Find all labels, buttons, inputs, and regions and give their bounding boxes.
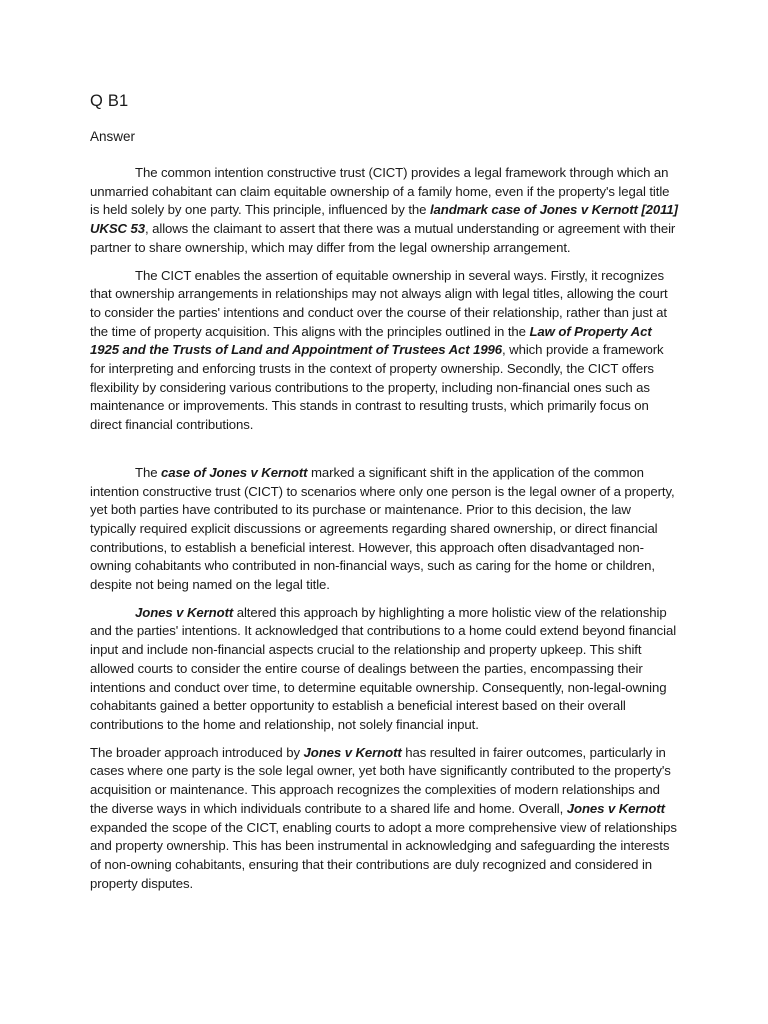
paragraph-text: , which provide a framework for interpreting and enforcing trusts in the context of property ownership. Secondly, the CICT offers flexibility by considering various contributions to the property, including non-financial ones such as maintenance or improvements. This stands in contrast to resulting trusts, which primarily focus on direct financial contributions. xyxy=(90,342,664,433)
case-citation-emphasis: landmark case of Jones v Kernott [2011] UKSC 53 xyxy=(90,202,678,237)
paragraph-text: expanded the scope of the CICT, enabling courts to adopt a more comprehensive view of relationships and property ownership. This has been instrumental in acknowledging and safeguarding the interests of non-owning cohabitants, ensuring that their contributions are duly recognized and considered in property disputes. xyxy=(90,819,677,891)
paragraph-text: marked a significant shift in the application of the common intention constructive trust (CICT) to scenarios where only one person is the legal owner of a property, yet both parties have contributed to its purchase or maintenance. Prior to this decision, the law typically required explicit discussions or agreements regarding shared ownership, or direct financial contributions, to establish a beneficial interest. However, this approach often disadvantaged non-owning cohabitants who contributed in non-financial ways, such as caring for the home or children, despite not being named on the legal title. xyxy=(90,464,675,593)
paragraph-text: altered this approach by highlighting a more holistic view of the relationship and the parties' intentions. It acknowledged that contributions to a home could extend beyond financial input and include non-financial aspects crucial to the relationship and property upkeep. This shift allowed courts to consider the entire course of dealings between the parties, encompassing their intentions and conduct over time, to determine equitable ownership. Consequently, non-legal-owning cohabitants gained a better opportunity to establish a beneficial interest based on their overall contributions to the home and relationship, not solely financial input. xyxy=(90,604,677,732)
answer-paragraph xyxy=(90,744,678,894)
paragraph-text: , allows the claimant to assert that there was a mutual understanding or agreement with their partner to share ownership, which may differ from the legal ownership arrangement. xyxy=(90,221,676,255)
answer-paragraph xyxy=(90,464,678,595)
case-citation-emphasis: Law of Property Act 1925 and the Trusts of Land and Appointment of Trustees Act 1996 xyxy=(90,323,652,358)
paragraph-text: has resulted in fairer outcomes, particularly in cases where one party is the sole legal owner, yet both have significantly contributed to the property's acquisition or maintenance. This approach recognizes the complexities of modern relationships and the diverse ways in which individuals contribute to a shared life and home. Overall, xyxy=(90,744,671,816)
paragraph-text: The common intention constructive trust (CICT) provides a legal framework through which an unmarried cohabitant can claim equitable ownership of a family home, even if the property's legal title is held solely by one party. This principle, influenced by the xyxy=(90,165,670,218)
answer-body xyxy=(90,164,678,893)
answer-label: Answer xyxy=(90,129,136,144)
paragraph-text: The xyxy=(135,464,161,480)
answer-paragraph xyxy=(90,267,678,435)
case-citation-emphasis: Jones v Kernott xyxy=(566,800,665,816)
case-citation-emphasis: Jones v Kernott xyxy=(135,604,234,620)
case-citation-emphasis: case of Jones v Kernott xyxy=(161,464,308,480)
case-citation-emphasis: Jones v Kernott xyxy=(303,744,402,760)
paragraph-text: The broader approach introduced by xyxy=(90,744,304,760)
answer-paragraph xyxy=(90,604,678,735)
paragraph-text: The CICT enables the assertion of equitable ownership in several ways. Firstly, it recognizes that ownership arrangements in relationships may not always align with legal titles, allowing the court to consider the parties' intentions and conduct over the course of their relationship, rather than just at the time of property acquisition. This aligns with the principles outlined in the xyxy=(90,267,668,339)
question-heading: Q B1 xyxy=(90,92,129,110)
document-page xyxy=(90,92,678,902)
answer-paragraph xyxy=(90,164,678,258)
